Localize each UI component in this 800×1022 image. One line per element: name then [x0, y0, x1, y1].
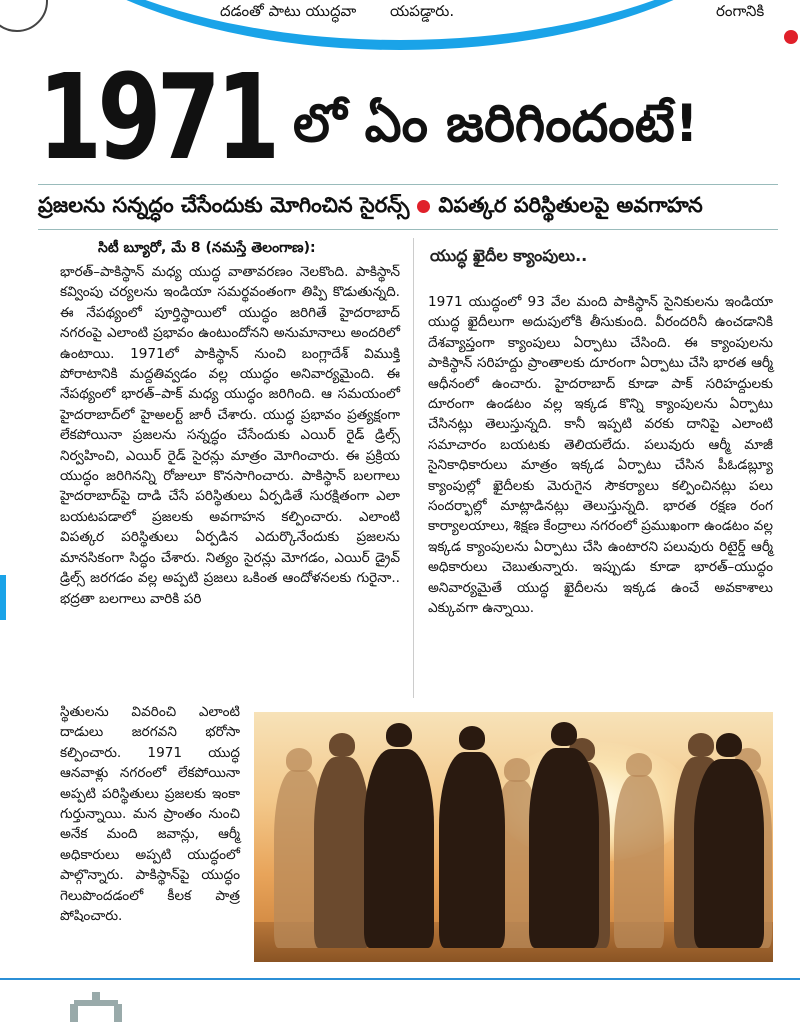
soldier-silhouette	[529, 722, 599, 948]
subheadline-part1: ప్రజలను సన్నద్ధం చేసేందుకు మోగించిన సైరన్స్	[38, 193, 410, 217]
subheadline	[38, 193, 703, 223]
left-column-continuation-paragraph: స్థితులను వివరించి ఎలాంటి దాడులు జరగవని భరోసా కల్పించారు. 1971 యుద్ధ ఆనవాళ్లు నగరంలో లేకపోయినా అప్పటి పరిస్థితులు ప్రజలకు ఇంకా గుర్తున్నాయి. మన ప్రాంతం నుంచి అనేక మంది జవాన్లు, ఆర్మీ అధికారులు అప్పటి యుద్ధంలో పాల్గొన్నారు. పాకిస్థాన్‌పై యుద్ధం గెలుపొందడంలో కీలక పాత్ర పోషించారు.	[60, 704, 240, 925]
subheadline-bar	[38, 184, 778, 230]
left-column-continuation	[60, 702, 240, 926]
bullet-dot	[417, 200, 430, 213]
top-left-text: దడంతో పాటు యుద్ధవా	[220, 2, 357, 20]
side-accent-bar	[0, 575, 6, 620]
red-dot-marker	[784, 30, 798, 44]
decorative-circle	[0, 0, 48, 32]
soldier-silhouette	[314, 733, 370, 948]
soldier-silhouette	[614, 753, 664, 948]
tap-icon	[66, 990, 126, 1022]
left-column-text	[60, 262, 400, 609]
soldiers-photo	[254, 712, 773, 962]
soldier-silhouette	[364, 723, 434, 948]
left-column-paragraph: భారత్–పాకిస్థాన్ మధ్య యుద్ధ వాతావరణం నెలకొంది. పాకిస్థాన్ కవ్వింపు చర్యలను ఇండియా సమర్థవంతంగా తిప్పి కొడుతున్నది. ఈ నేపథ్యంలో పూర్తిస్థాయిలో యుద్ధం జరిగితే హైదరాబాద్ నగరంపై ఎలాంటి ప్రభావం ఉంటుందోనని అనుమానాలు అందరిలో ఉంటాయి. 1971లో పాకిస్థాన్ నుంచి బంగ్లాదేశ్ విముక్తి పోరాటానికి మద్దతివ్వడం వల్ల యుద్ధం అనివార్యమైంది. ఈ నేపథ్యంలో భారత్–పాక్ మధ్య యుద్ధం జరిగింది. ఆ సమయంలో హైదరాబాద్‌లో హైఅలర్ట్ జారీ చేశారు. యుద్ధ ప్రభావం ప్రత్యక్షంగా లేకపోయినా ప్రజలను సన్నద్ధం చేసేందుకు ఎయిర్ రైడ్ డ్రిల్స్ నిర్వహించి, ఎయిర్ రైడ్ సైరన్లు మాత్రం మోగించారు. ఈ ప్రక్రియ యుద్ధం జరిగినన్ని రోజులూ కొనసాగించారు. పాకిస్థాన్ బలగాలు హైదరాబాద్‌పై దాడి చేసే పరిస్థితులు ఏర్పడితే సురక్షితంగా ఎలా బయటపడాలో ప్రజలకు అవగాహన కల్పించారు. ఎలాంటి విపత్కర పరిస్థితులు ఏర్పడిన ఎదుర్కొనేందుకు ప్రజలను మానసికంగా సిద్ధం చేశారు. నిత్యం సైరన్లు మోగడం, ఎయిర్ డ్రైవ్ డ్రిల్స్ జరగడం వల్ల అప్పటి ప్రజలు ఒకింత ఆందోళనలకు గురైనా.. భద్రతా బలగాలు వారికి పరి	[60, 264, 400, 607]
headline	[38, 48, 699, 186]
soldier-silhouette	[694, 733, 764, 948]
right-column-text	[428, 292, 773, 619]
byline: సిటీ బ్యూరో, మే 8 (నమస్తే తెలంగాణ):	[98, 240, 316, 256]
top-mid-text: యపడ్డారు.	[390, 2, 455, 20]
right-column-paragraph: 1971 యుద్ధంలో 93 వేల మంది పాకిస్థాన్ సైనికులను ఇండియా యుద్ధ ఖైదీలుగా అదుపులోకి తీసుకుంది. వీరందరినీ ఉంచడానికి దేశవ్యాప్తంగా క్యాంపులు ఏర్పాటు చేసింది. ఈ క్యాంపులను పాకిస్థాన్ సరిహద్దు ప్రాంతాలకు దూరంగా ఏర్పాటు చేసి భారత ఆర్మీ ఆధీనంలో ఉంచారు. హైదరాబాద్ కూడా పాక్ సరిహద్దులకు దూరంగా ఉండటం వల్ల ఇక్కడ కొన్ని క్యాంపులను ఏర్పాటు చేసినట్లు తెలుస్తున్నది. కానీ ఇప్పటి వరకు దానిపై ఎలాంటి సమాచారం బయటకు తెలియలేదు. పలువురు ఆర్మీ మాజీ సైనికాధికారులు మాత్రం ఇక్కడ ఏర్పాటు చేసిన పీఓడబ్ల్యూ క్యాంపుల్లో ఖైదీలకు మెరుగైన సౌకర్యాలు కల్పించినట్లు పలు సందర్భాల్లో మాట్లాడినట్లు తెలుస్తున్నది. భారత రక్షణ రంగ కార్యాలయాలు, శిక్షణ కేంద్రాలు నగరంలో ప్రముఖంగా ఉండటం వల్ల ఇక్కడ క్యాంపులను ఏర్పాటు చేసి ఉంటారని పలువురు రిటైర్డ్ ఆర్మీ అధికారులు చెబుతున్నారు. ఇప్పుడు కూడా భారత్–యుద్ధం అనివార్యమైతే యుద్ధ ఖైదీలను ఇక్కడ ఉంచే అవకాశాలు ఎక్కువగా ఉన్నాయి.	[428, 294, 773, 617]
headline-year: 1971	[38, 48, 276, 186]
column-divider	[413, 238, 414, 698]
bottom-divider	[0, 978, 800, 980]
top-right-text: రంగానికి	[716, 2, 765, 20]
right-column-heading: యుద్ధ ఖైదీల క్యాంపులు..	[430, 246, 588, 265]
subheadline-part2: విపత్కర పరిస్థితులపై అవగాహన	[438, 193, 703, 217]
headline-text: లో ఏం జరిగిందంటే!	[293, 94, 699, 154]
soldier-silhouette	[439, 726, 505, 948]
